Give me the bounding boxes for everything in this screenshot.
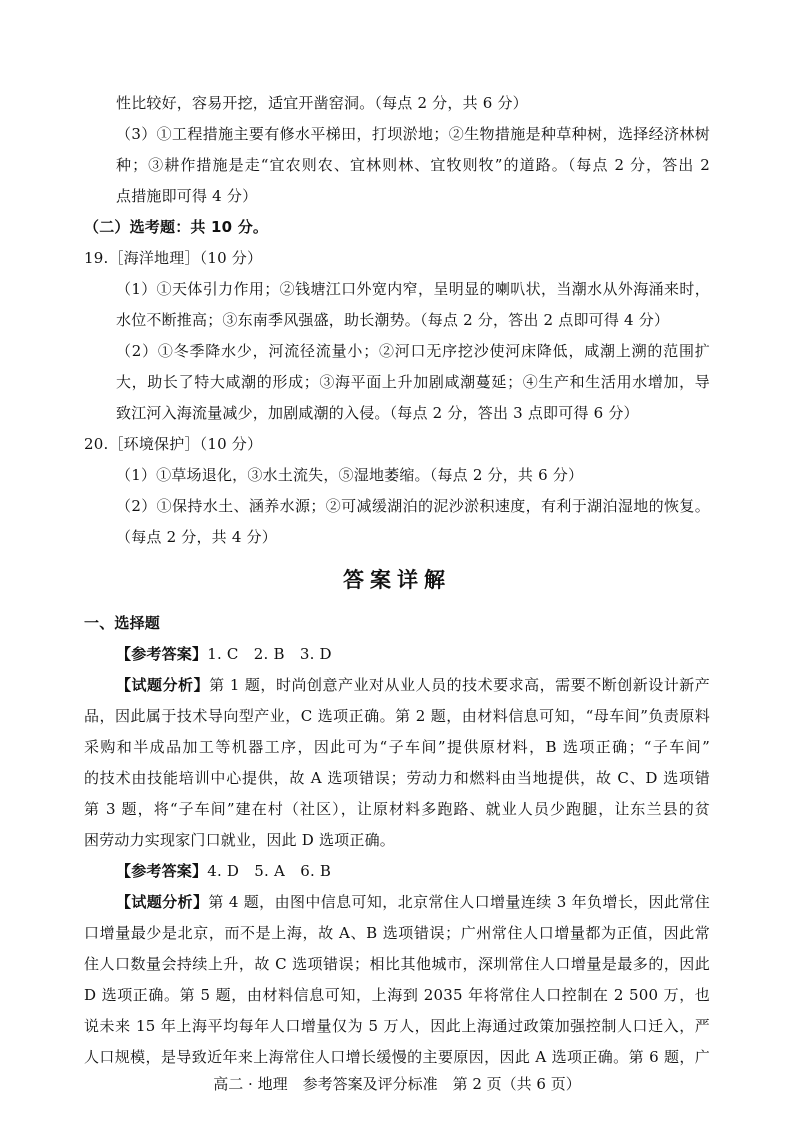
analysis-label: 【试题分析】 (116, 676, 210, 694)
text-line: 致江河入海流量减少，加剧咸潮的入侵。（每点 2 分，答出 3 点即可得 6 分） (116, 404, 639, 422)
text-line: （2）①保持水土、涵养水源；②可减缓湖泊的泥沙淤积速度，有利于湖泊湿地的恢复。 (116, 497, 710, 515)
reference-answer-values: 4. D 5. A 6. B (207, 862, 332, 880)
analysis-line: 的技术由技能培训中心提供，故 A 选项错误；劳动力和燃料由当地提供，故 C、D 选项错 (84, 769, 710, 787)
analysis-line (116, 675, 710, 695)
text-line: （每点 2 分，共 4 分） (116, 528, 277, 546)
text-line: 性比较好，容易开挖，适宜开凿窑洞。（每点 2 分，共 6 分） (116, 94, 528, 112)
question-20-title: 20.［环境保护］（10 分） (84, 435, 263, 453)
analysis-line: 口增量最少是北京，而不是上海，故 A、B 选项错误；广州常住人口增量都为正值，因此常 (84, 924, 710, 942)
analysis-line: 住人口数量会持续上升，故 C 选项错误；相比其他城市，深圳常住人口增量是最多的，因此 (84, 955, 710, 973)
question-19-title: 19.［海洋地理］（10 分） (84, 249, 263, 267)
analysis-line: 人口规模，是导致近年来上海常住人口增长缓慢的主要原因，因此 A 选项正确。第 6 题，广 (84, 1048, 710, 1066)
page-title: 答案详解 (343, 568, 451, 592)
reference-answer-label: 【参考答案】 (116, 645, 208, 663)
reference-answer-label: 【参考答案】 (116, 862, 208, 880)
text-line: 种；③耕作措施是走“宜农则农、宜林则林、宜牧则牧”的道路。（每点 2 分，答出 2 (116, 156, 710, 174)
text-line: 水位不断推高；③东南季风强盛，助长潮势。（每点 2 分，答出 2 点即可得 4 分） (116, 311, 670, 329)
analysis-text: 第 4 题，由图中信息可知，北京常住人口增量连续 3 年负增长，因此常住 (208, 893, 710, 911)
text-line: 点措施即可得 4 分） (116, 187, 258, 205)
reference-answer-1 (116, 644, 332, 664)
analysis-line: 采购和半成品加工等机器工序，因此可为“子车间”提供原材料，B 选项正确；“子车间” (84, 738, 710, 756)
text-line: （2）①冬季降水少，河流径流量小；②河口无序挖沙使河床降低，咸潮上溯的范围扩 (116, 342, 710, 360)
text-line: （1）①草场退化，③水土流失，⑤湿地萎缩。（每点 2 分，共 6 分） (116, 466, 584, 484)
text-line: （1）①天体引力作用；②钱塘江口外宽内窄，呈明显的喇叭状，当潮水从外海涌来时， (116, 280, 710, 298)
text-line: （3）①工程措施主要有修水平梯田，打坝淤地；②生物措施是种草种树，选择经济林树 (116, 125, 710, 143)
page-footer: 高二 · 地理 参考答案及评分标准 第 2 页（共 6 页） (213, 1075, 581, 1093)
text-line: 大，助长了特大咸潮的形成；③海平面上升加剧咸潮蔓延；④生产和生活用水增加，导 (116, 373, 710, 391)
analysis-line: 第 3 题，将“子车间”建在村（社区），让原材料多跑路、就业人员少跑腿，让东兰县的贫 (84, 800, 710, 818)
analysis-line (116, 892, 710, 912)
section-heading: 一、选择题 (84, 614, 161, 632)
elective-heading: （二）选考题：共 10 分。 (84, 218, 269, 236)
analysis-text: 第 1 题，时尚创意产业对从业人员的技术要求高，需要不断创新设计新产 (209, 676, 710, 694)
analysis-line: 困劳动力实现家门口就业，因此 D 选项正确。 (84, 831, 395, 849)
analysis-line: 品，因此属于技术导向型产业，C 选项正确。第 2 题，由材料信息可知，“母车间”负责原料 (84, 707, 710, 725)
analysis-line: D 选项正确。第 5 题，由材料信息可知，上海到 2035 年将常住人口控制在 2 500 万，也 (84, 986, 710, 1004)
analysis-label: 【试题分析】 (116, 893, 209, 911)
analysis-line: 说未来 15 年上海平均每年人口增量仅为 5 万人，因此上海通过政策加强控制人口迁入，严 (84, 1017, 710, 1035)
reference-answer-2 (116, 861, 331, 881)
reference-answer-values: 1. C 2. B 3. D (207, 645, 332, 663)
